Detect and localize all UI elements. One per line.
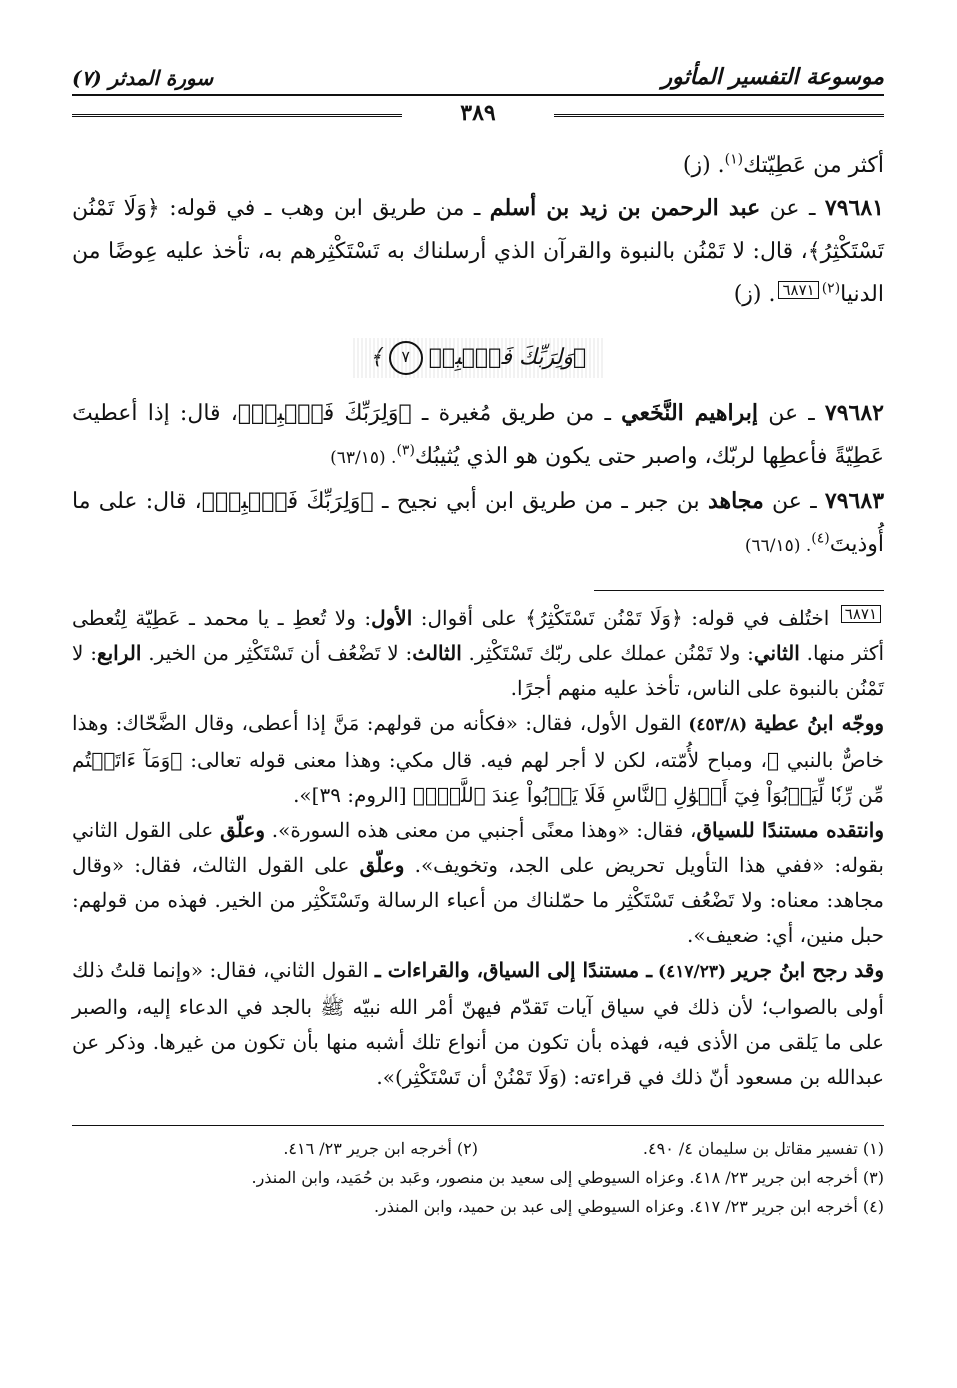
grade-tag: . (ز) — [682, 153, 725, 178]
footnote-ref: (٤) — [811, 530, 830, 547]
commentary-block — [72, 601, 884, 1095]
text: أكثر من عَطِيّتك — [743, 153, 884, 178]
ornament-line-right — [554, 114, 884, 117]
footnote-ref: (١) — [724, 151, 744, 168]
verse-text: ﴿وَلِرَبِّكَ فَٱصۡبِرۡ — [428, 345, 587, 370]
narrator-name: إبراهيم النَّخَعي — [621, 400, 758, 426]
volume-citation: . (٦٦/١٥) — [744, 536, 812, 556]
text: : ولا تُعطِ ـ يا محمد ـ عَطِيّة لِتُعطى أكثر منها. — [72, 606, 885, 665]
footnote-4: (٤) أخرجه ابن جرير ٢٣/ ٤١٧. وعزاه السيوطي إلى عبد بن حميد، وابن المنذر. — [373, 1197, 884, 1216]
footnote-3: (٣) أخرجه ابن جرير ٢٣/ ٤١٨. وعزاه السيوطي إلى سعيد بن منصور، وعَبد بن حُمَيد، وابن المنذر. — [251, 1168, 884, 1187]
text: ـ من طريق ابن وهب ـ في قوله: ﴿وَلَا تَمْنُن تَسْتَكْثِرُ﴾، قال: لا تَمْنُن بالنبوة والقرآن الذي أرسلناك به تَسْتَكْثِرهم به، تأخذ عليه عِوضًا من الدنيا — [72, 196, 884, 307]
continued-line — [72, 144, 884, 187]
text: على القول الثاني بقوله: «ففي هذا التأويل تحريض على الجد، وتخويف». — [72, 818, 884, 877]
verse-close: ﴾ — [369, 345, 383, 370]
text: القول الثاني، فقال: «وإنما قلتُ ذلك أولى بالصواب؛ لأن ذلك في سياق آيات تَقدّم فيهنّ أمْر الله نبيّه ﷺ بالجد في الدعاء إليه، والصبر على ما يَلقى من الأذى فيه، فهذه بأن تكون من أنواع تلك أشبه منها بأن تكون من غيرها. وذكر عن عبدالله بن مسعود أنّ ذلك في قراءته: (وَلَا تَمْنُنْ أن تَسْتَكْثِر)». — [72, 958, 885, 1089]
footnote-ref: (٣) — [396, 442, 415, 459]
commentary-separator — [594, 590, 884, 591]
text: اختُلف في قوله: ﴿وَلَا تَمْنُن تَسْتَكْثِرُ﴾ على أقوال: — [412, 606, 838, 630]
commentary-para-2 — [72, 706, 884, 813]
main-text — [72, 144, 884, 568]
volume-citation: . (٦٣/١٥) — [330, 448, 397, 468]
label-first: الأول — [371, 606, 413, 630]
commentary-para-3 — [72, 813, 884, 953]
text: على القول الثالث، فقال: «وقال مجاهد: معناه: ولا تَضْعُف تَسْتَكْثِر ما حمّلناك من أعباء الرسالة وتَسْتَكْثِر من الخير. فهذه من قولهم: حبل منين، أي: ضعيف». — [72, 853, 884, 947]
label-second: الثاني — [753, 641, 800, 665]
commentary-para-1 — [72, 601, 884, 706]
footnotes — [72, 1134, 884, 1221]
footnote-ref: (٢) — [821, 280, 841, 297]
text: ـ عن — [763, 489, 825, 514]
scholar-lead: وعلّق — [359, 853, 405, 877]
footnote-row — [72, 1134, 884, 1163]
commentary-ref-box[interactable]: ٦٨٧١ — [778, 281, 818, 299]
book-title: موسوعة التفسير المأثور — [661, 64, 884, 90]
text: : لا تَمْنُن بالنبوة على الناس، تأخذ عليه منهم أجرًا. — [72, 641, 884, 700]
text: ـ عن — [760, 196, 825, 221]
commentary-box-label: ٦٨٧١ — [841, 605, 881, 623]
text: ، فقال: «وهذا معنًى أجنبي من معنى هذه السورة». — [265, 818, 697, 842]
athar-number: ٧٩٦٨٣ — [824, 488, 885, 514]
athar-79682 — [72, 392, 884, 480]
ornament-line-left — [72, 114, 402, 117]
scholar-lead: وانتقده مستندًا للسياق — [696, 818, 884, 842]
narrator-name: عبد الرحمن بن زيد بن أسلم — [489, 195, 761, 221]
grade-tag: . (ز) — [733, 282, 776, 307]
verse-banner — [353, 338, 603, 378]
surah-label: سورة المدثر (٧) — [72, 66, 214, 90]
running-header — [72, 60, 884, 96]
footnote-1: (١) تفسير مقاتل بن سليمان ٤/ ٤٩٠. — [642, 1139, 884, 1158]
ayah-number-icon: ٧ — [389, 341, 423, 375]
page-number: ٣٨٩ — [450, 100, 505, 126]
athar-number: ٧٩٦٨١ — [824, 195, 884, 221]
page-number-row — [72, 100, 884, 128]
text: ـ من طريق مُغيرة ـ ﴿وَلِرَبِّكَ فَٱصۡبِرۡ﴾، قال: إذا أعطيتَ عَطِيّةً فأعطِها لربّك، واصبر حتى يكون هو الذي يُثيبُك — [72, 401, 884, 469]
athar-79683 — [72, 480, 884, 568]
scholar-lead: وعلّق — [220, 818, 266, 842]
narrator-name: مجاهد — [707, 488, 764, 514]
text: : لا تَضْعُف أن تَسْتَكْثِر من الخير. — [141, 641, 413, 665]
volume-ref: (٤١٧/٢٣) — [652, 962, 732, 982]
athar-number: ٧٩٦٨٢ — [824, 400, 884, 426]
text: ـ عن — [758, 401, 825, 426]
text: بن جبر ـ من طريق ابن أبي نجيح ـ ﴿وَلِرَبِّكَ فَٱصۡبِرۡ﴾، قال: على ما أُوذيتَ — [72, 489, 884, 557]
header-rule — [72, 94, 884, 96]
scholar-lead: وقد رجح ابنُ جرير — [731, 958, 885, 982]
scholar-lead: ـ مستندًا إلى السياق، والقراءات ـ — [374, 958, 653, 982]
text: القول الأول، فقال: «فكأنه من قولهم: مَنَّ إذا أعطى، وقال الضَّحّاك: وهذا خاصٌّ بالنبي ﷺ، ومباح لأُمّته، لكن لا أجر لهم فيه. قال مكي: وهذا معنى قوله تعالى: ﴿وَمَآ ءَاتَيۡتُم مِّن رِّبٗا لِّيَرۡبُوَاْ فِيٓ أَمۡوَٰلِ ٱلنَّاسِ فَلَا يَرۡبُواْ عِندَ ٱللَّهِۖ﴾ [الروم: ٣٩]». — [72, 711, 884, 807]
footnote-2: (٢) أخرجه ابن جرير ٢٣/ ٤١٦. — [283, 1139, 478, 1158]
commentary-para-4 — [72, 953, 884, 1095]
footnote-rule — [72, 1125, 884, 1126]
athar-79681 — [72, 187, 884, 316]
volume-ref: (٤٥٣/٨) — [681, 715, 755, 735]
scholar-lead: ووجّه ابنُ عطية — [754, 711, 885, 735]
text: : ولا تَمْنُن عملك على ربّك تَسْتَكْثِر. — [461, 641, 754, 665]
label-fourth: الرابع — [96, 641, 142, 665]
page — [72, 60, 884, 1360]
label-third: الثالث — [412, 641, 462, 665]
